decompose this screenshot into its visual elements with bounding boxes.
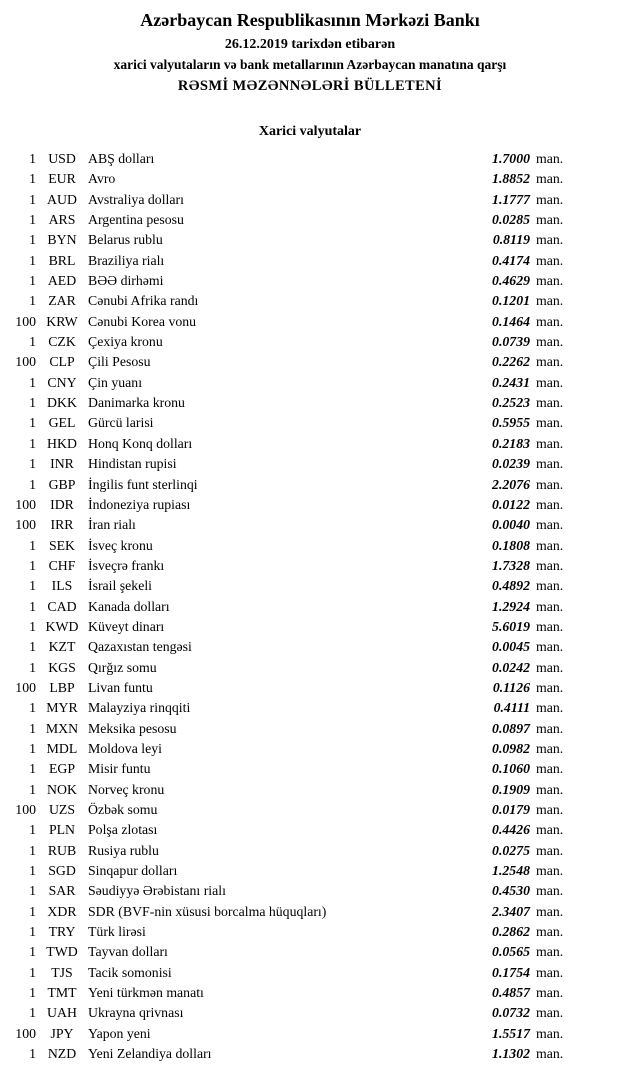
row-rate: 5.6019 <box>492 618 530 634</box>
row-qty: 1 <box>29 944 36 960</box>
row-unit-label: man. <box>536 374 564 390</box>
row-currency-name: Belarus rublu <box>88 232 163 248</box>
row-currency-code: AED <box>47 273 77 289</box>
row-currency-code: PLN <box>48 822 76 838</box>
row-currency-code: SEK <box>48 537 76 553</box>
row-qty: 1 <box>29 476 36 492</box>
row-qty: 100 <box>15 354 36 370</box>
row-rate: 0.4857 <box>492 985 530 1001</box>
row-currency-code: GBP <box>48 476 76 492</box>
row-qty: 1 <box>29 273 36 289</box>
rate-row <box>0 719 620 739</box>
row-unit-label: man. <box>536 435 564 451</box>
row-rate: 0.1126 <box>492 679 530 695</box>
rate-row <box>0 393 620 413</box>
row-rate: 0.2183 <box>492 435 530 451</box>
rate-row <box>0 637 620 657</box>
row-currency-name: Yapon yeni <box>88 1025 151 1041</box>
row-currency-code: CNY <box>47 374 77 390</box>
row-unit-label: man. <box>536 456 564 472</box>
row-currency-name: Çin yuanı <box>88 374 143 390</box>
rate-row <box>0 597 620 617</box>
rate-row <box>0 698 620 718</box>
section-title-foreign-currencies: Xarici valyutalar <box>258 124 362 139</box>
row-unit-label: man. <box>536 151 564 166</box>
row-rate: 0.0982 <box>492 740 530 756</box>
rate-row <box>0 291 620 311</box>
row-unit-label: man. <box>536 679 564 695</box>
row-currency-code: EGP <box>48 761 76 777</box>
row-qty: 1 <box>29 395 36 411</box>
row-currency-name: İsveçrə frankı <box>88 557 165 573</box>
row-currency-name: Avstraliya dolları <box>88 191 184 207</box>
row-currency-code: HKD <box>47 435 77 451</box>
row-unit-label: man. <box>536 720 564 736</box>
row-currency-name: Yeni türkmən manatı <box>88 985 204 1001</box>
row-qty: 1 <box>29 578 36 594</box>
row-currency-name: İsrail şekeli <box>88 578 152 594</box>
rate-row <box>0 1003 620 1023</box>
row-rate: 0.0040 <box>492 517 530 533</box>
rate-row <box>0 617 620 637</box>
rate-row <box>0 841 620 861</box>
rate-row <box>0 434 620 454</box>
row-unit-label: man. <box>536 537 564 553</box>
row-qty: 1 <box>29 842 36 858</box>
row-unit-label: man. <box>536 252 564 268</box>
row-currency-code: JPY <box>50 1025 74 1041</box>
row-currency-code: IRR <box>50 517 74 533</box>
row-currency-name: Yeni Zelandiya dolları <box>88 1046 212 1062</box>
row-currency-name: Ukrayna qrivnası <box>88 1005 184 1021</box>
rate-row <box>0 495 620 515</box>
row-currency-name: Türk lirəsi <box>88 924 146 940</box>
row-rate: 0.1754 <box>492 964 530 980</box>
row-currency-code: CZK <box>48 334 76 350</box>
row-currency-code: ARS <box>48 212 76 228</box>
row-qty: 100 <box>15 496 36 512</box>
rate-row <box>0 352 620 372</box>
row-currency-name: Küveyt dinarı <box>88 618 165 634</box>
row-rate: 0.1909 <box>492 781 530 797</box>
row-rate: 0.0739 <box>492 334 530 350</box>
row-currency-code: KWD <box>45 618 79 634</box>
row-unit-label: man. <box>536 924 564 940</box>
row-unit-label: man. <box>536 883 564 899</box>
row-qty: 1 <box>29 232 36 248</box>
row-unit-label: man. <box>536 578 564 594</box>
rate-row <box>0 454 620 474</box>
row-currency-code: KRW <box>46 313 78 329</box>
row-currency-code: USD <box>48 151 76 166</box>
rate-row <box>0 332 620 352</box>
row-currency-code: SAR <box>48 883 76 899</box>
row-unit-label: man. <box>536 212 564 228</box>
row-qty: 1 <box>29 171 36 187</box>
row-unit-label: man. <box>536 1005 564 1021</box>
row-rate: 0.4629 <box>492 273 530 289</box>
row-currency-name: BƏƏ dirhəmi <box>88 273 164 289</box>
row-qty: 1 <box>29 456 36 472</box>
row-unit-label: man. <box>536 191 564 207</box>
rate-row <box>0 942 620 962</box>
rate-row <box>0 169 620 189</box>
row-qty: 1 <box>29 740 36 756</box>
row-qty: 1 <box>29 903 36 919</box>
row-unit-label: man. <box>536 618 564 634</box>
rate-row <box>0 881 620 901</box>
row-currency-name: Özbək somu <box>88 802 158 817</box>
row-currency-code: TWD <box>46 944 78 960</box>
row-unit-label: man. <box>536 354 564 370</box>
row-rate: 0.0239 <box>492 456 530 472</box>
row-currency-name: Honq Konq dolları <box>88 435 193 451</box>
rate-row <box>0 210 620 230</box>
rate-row <box>0 678 620 698</box>
row-rate: 1.7000 <box>492 151 530 166</box>
rate-row <box>0 963 620 983</box>
row-qty: 100 <box>15 313 36 329</box>
row-currency-code: KGS <box>48 659 76 675</box>
row-qty: 1 <box>29 863 36 879</box>
row-currency-code: TJS <box>51 964 73 980</box>
row-currency-name: İndoneziya rupiası <box>88 496 191 512</box>
row-currency-code: UAH <box>47 1005 77 1021</box>
row-currency-name: Səudiyyə Ərəbistanı rialı <box>88 883 226 899</box>
row-qty: 1 <box>29 659 36 675</box>
row-rate: 0.1060 <box>492 761 530 777</box>
row-unit-label: man. <box>536 639 564 655</box>
row-currency-name: İsveç kronu <box>88 537 153 553</box>
row-rate: 0.2862 <box>492 924 530 940</box>
row-currency-code: MYR <box>46 700 78 716</box>
row-rate: 0.1201 <box>492 293 530 309</box>
row-currency-name: Polşa zlotası <box>88 822 158 838</box>
row-currency-code: LBP <box>49 679 75 695</box>
rate-row <box>0 251 620 271</box>
rate-row <box>0 190 620 210</box>
row-currency-name: Livan funtu <box>88 679 153 695</box>
rate-row <box>0 271 620 291</box>
row-unit-label: man. <box>536 476 564 492</box>
row-rate: 0.2262 <box>492 354 530 370</box>
row-currency-code: MDL <box>46 740 78 756</box>
row-unit-label: man. <box>536 822 564 838</box>
row-currency-name: Çexiya kronu <box>88 334 163 350</box>
row-qty: 1 <box>29 700 36 716</box>
row-currency-code: BRL <box>48 252 76 268</box>
row-rate: 0.0565 <box>492 944 530 960</box>
rate-row <box>0 556 620 576</box>
row-qty: 1 <box>29 334 36 350</box>
row-currency-code: IDR <box>50 496 74 512</box>
row-currency-code: EUR <box>48 171 76 187</box>
row-rate: 1.7328 <box>492 557 530 573</box>
row-currency-name: Norveç kronu <box>88 781 165 797</box>
row-currency-name: Tayvan dolları <box>88 944 168 960</box>
row-qty: 1 <box>29 883 36 899</box>
row-currency-code: NZD <box>47 1046 77 1062</box>
row-qty: 1 <box>29 191 36 207</box>
row-currency-code: ILS <box>51 578 73 594</box>
rate-row <box>0 413 620 433</box>
row-currency-code: BYN <box>47 232 77 248</box>
row-qty: 1 <box>29 212 36 228</box>
rate-row <box>0 149 620 169</box>
row-qty: 1 <box>29 293 36 309</box>
row-qty: 1 <box>29 985 36 1001</box>
row-qty: 1 <box>29 720 36 736</box>
row-qty: 100 <box>15 1025 36 1041</box>
row-rate: 0.0275 <box>492 842 530 858</box>
rate-row <box>0 902 620 922</box>
row-rate: 0.5955 <box>492 415 530 431</box>
bulletin-title: RƏSMİ MƏZƏNNƏLƏRİ BÜLLETENİ <box>177 78 443 94</box>
row-rate: 0.1464 <box>492 313 530 329</box>
row-currency-code: ZAR <box>48 293 76 309</box>
row-unit-label: man. <box>536 1046 564 1062</box>
row-unit-label: man. <box>536 496 564 512</box>
row-qty: 1 <box>29 618 36 634</box>
row-currency-code: INR <box>50 456 74 472</box>
row-rate: 0.0285 <box>492 212 530 228</box>
row-currency-code: TMT <box>47 985 77 1001</box>
rate-row <box>0 1024 620 1044</box>
row-rate: 0.2431 <box>492 374 530 390</box>
row-rate: 0.0242 <box>492 659 530 675</box>
row-qty: 1 <box>29 761 36 777</box>
row-currency-name: Danimarka kronu <box>88 395 185 411</box>
row-qty: 100 <box>15 517 36 533</box>
row-unit-label: man. <box>536 334 564 350</box>
row-unit-label: man. <box>536 293 564 309</box>
row-currency-code: TRY <box>48 924 76 940</box>
row-currency-name: ABŞ dolları <box>88 151 155 166</box>
row-unit-label: man. <box>536 944 564 960</box>
row-currency-name: Braziliya rialı <box>88 252 165 268</box>
row-currency-code: CLP <box>49 354 75 370</box>
rate-row <box>0 373 620 393</box>
row-unit-label: man. <box>536 1025 564 1041</box>
row-rate: 2.2076 <box>492 476 530 492</box>
row-qty: 1 <box>29 151 36 166</box>
row-qty: 1 <box>29 822 36 838</box>
rate-row <box>0 983 620 1003</box>
row-unit-label: man. <box>536 557 564 573</box>
row-qty: 100 <box>15 679 36 695</box>
row-rate: 0.0122 <box>492 496 530 512</box>
row-rate: 0.8119 <box>492 232 530 248</box>
row-currency-code: SGD <box>48 863 76 879</box>
row-qty: 1 <box>29 435 36 451</box>
row-qty: 1 <box>29 964 36 980</box>
rate-row <box>0 658 620 678</box>
row-unit-label: man. <box>536 171 564 187</box>
row-currency-name: Çili Pesosu <box>88 354 151 370</box>
row-currency-code: CHF <box>48 557 76 573</box>
row-rate: 1.8852 <box>492 171 530 187</box>
rates-table-body <box>0 147 620 1064</box>
row-rate: 0.4174 <box>492 252 530 268</box>
row-rate: 2.3407 <box>492 903 530 919</box>
row-unit-label: man. <box>536 415 564 431</box>
row-unit-label: man. <box>536 842 564 858</box>
row-currency-name: SDR (BVF-nin xüsusi borcalma hüquqları) <box>88 903 327 919</box>
row-currency-name: Rusiya rublu <box>88 842 159 858</box>
row-rate: 1.1302 <box>492 1046 530 1062</box>
row-currency-code: RUB <box>47 842 77 858</box>
row-unit-label: man. <box>536 903 564 919</box>
row-unit-label: man. <box>536 740 564 756</box>
row-unit-label: man. <box>536 700 564 716</box>
bank-name-title: Azərbaycan Respublikasının Mərkəzi Bankı <box>140 10 480 30</box>
rate-row <box>0 475 620 495</box>
row-qty: 1 <box>29 415 36 431</box>
row-currency-name: İngilis funt sterlinqi <box>88 476 198 492</box>
row-unit-label: man. <box>536 985 564 1001</box>
row-qty: 1 <box>29 781 36 797</box>
row-currency-code: CAD <box>47 598 77 614</box>
row-rate: 0.0897 <box>492 720 530 736</box>
row-qty: 1 <box>29 1046 36 1062</box>
row-unit-label: man. <box>536 232 564 248</box>
rate-row <box>0 312 620 332</box>
row-qty: 1 <box>29 537 36 553</box>
row-unit-label: man. <box>536 964 564 980</box>
row-qty: 1 <box>29 598 36 614</box>
row-currency-name: Misir funtu <box>88 761 151 777</box>
row-rate: 0.0179 <box>492 802 530 817</box>
row-rate: 0.4426 <box>492 822 530 838</box>
row-rate: 1.2924 <box>492 598 530 614</box>
rate-row <box>0 230 620 250</box>
row-currency-name: İran rialı <box>88 517 136 533</box>
row-currency-name: Avro <box>88 171 116 187</box>
row-qty: 1 <box>29 374 36 390</box>
row-currency-code: UZS <box>48 802 76 817</box>
rate-row <box>0 861 620 881</box>
row-currency-code: GEL <box>48 415 76 431</box>
rate-row <box>0 536 620 556</box>
bulletin-header <box>0 8 620 97</box>
rate-row <box>0 800 620 820</box>
row-rate: 0.2523 <box>492 395 530 411</box>
row-rate: 0.4892 <box>492 578 530 594</box>
row-qty: 1 <box>29 252 36 268</box>
row-unit-label: man. <box>536 395 564 411</box>
row-qty: 1 <box>29 639 36 655</box>
subject-line: xarici valyutaların və bank metallarının Azərbaycan manatına qarşı <box>113 57 507 72</box>
row-qty: 1 <box>29 1005 36 1021</box>
row-currency-name: Hindistan rupisi <box>88 456 177 472</box>
row-unit-label: man. <box>536 273 564 289</box>
row-currency-code: DKK <box>47 395 77 411</box>
rate-row <box>0 820 620 840</box>
row-qty: 1 <box>29 924 36 940</box>
rate-row <box>0 576 620 596</box>
row-unit-label: man. <box>536 761 564 777</box>
row-currency-name: Moldova leyi <box>88 740 162 756</box>
row-rate: 0.0045 <box>492 639 530 655</box>
row-currency-name: Gürcü larisi <box>88 415 154 431</box>
row-rate: 1.1777 <box>492 191 530 207</box>
row-currency-name: Meksika pesosu <box>88 720 177 736</box>
row-currency-code: MXN <box>45 720 79 736</box>
row-currency-name: Tacik somonisi <box>88 964 172 980</box>
row-rate: 0.4530 <box>492 883 530 899</box>
row-unit-label: man. <box>536 517 564 533</box>
row-unit-label: man. <box>536 863 564 879</box>
row-currency-name: Qırğız somu <box>88 659 157 675</box>
row-rate: 1.2548 <box>492 863 530 879</box>
rate-row <box>0 739 620 759</box>
row-currency-code: KZT <box>48 639 76 655</box>
row-qty: 1 <box>29 557 36 573</box>
row-unit-label: man. <box>536 313 564 329</box>
row-currency-name: Cənubi Korea vonu <box>88 313 197 329</box>
row-currency-name: Qazaxıstan tengəsi <box>88 639 192 655</box>
row-unit-label: man. <box>536 802 564 817</box>
row-currency-name: Sinqapur dolları <box>88 863 178 879</box>
rate-row <box>0 1044 620 1064</box>
row-qty: 100 <box>15 802 36 817</box>
rate-row <box>0 515 620 535</box>
row-unit-label: man. <box>536 598 564 614</box>
row-unit-label: man. <box>536 659 564 675</box>
row-rate: 0.4111 <box>493 700 530 716</box>
row-currency-name: Malayziya rinqqiti <box>88 700 191 716</box>
effective-date-line: 26.12.2019 tarixdən etibarən <box>224 37 396 52</box>
row-currency-code: AUD <box>47 191 77 207</box>
row-unit-label: man. <box>536 781 564 797</box>
row-currency-name: Argentina pesosu <box>88 212 184 228</box>
row-currency-code: NOK <box>47 781 77 797</box>
row-rate: 1.5517 <box>492 1025 530 1041</box>
row-currency-name: Cənubi Afrika randı <box>88 293 199 309</box>
row-currency-code: XDR <box>47 903 77 919</box>
rate-row <box>0 922 620 942</box>
row-rate: 0.1808 <box>492 537 530 553</box>
rate-row <box>0 780 620 800</box>
rate-row <box>0 759 620 779</box>
row-rate: 0.0732 <box>492 1005 530 1021</box>
row-currency-name: Kanada dolları <box>88 598 170 614</box>
